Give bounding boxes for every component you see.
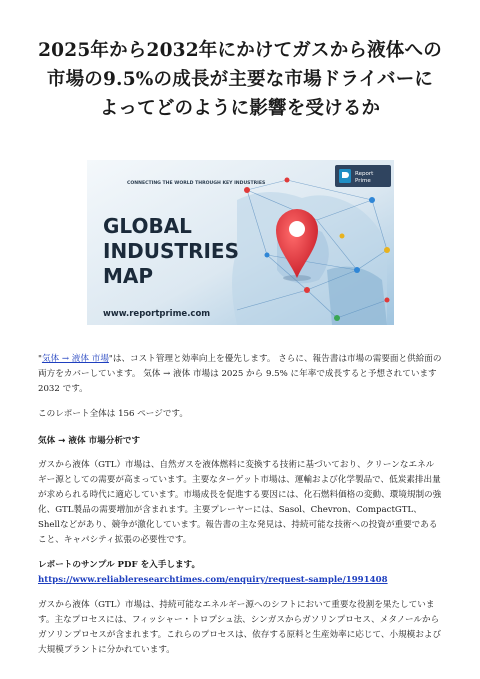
banner-tagline: CONNECTING THE WORLD THROUGH KEY INDUSTRIES: [126, 181, 265, 186]
intro-quote-open: ": [38, 354, 42, 364]
section-heading: 気体 → 液体 市場分析です: [38, 436, 141, 446]
sample-url-link[interactable]: https://www.reliableresearchtimes.com/enquiry/request-sample/1991408: [38, 575, 388, 585]
intro-paragraph: [38, 352, 442, 397]
intro-text: "は、コスト管理と効率向上を優先します。 さらに、報告書は市場の需要面と供給面の両方をカバーしています。 気体 → 液体 市場は 2025 から 9.5% に年率で成長すると予想されています2032 です。: [38, 354, 442, 394]
report-prime-logo: [335, 165, 391, 187]
page-count-text: このレポート全体は 156 ページです。: [38, 409, 188, 419]
document-title: 2025年から2032年にかけてガスから液体への市場の9.5%の成長が主要な市場ドライバーによってどのように影響を受けるか: [38, 40, 442, 119]
headline-line1: GLOBAL: [102, 214, 192, 238]
analysis-paragraph: ガスから液体（GTL）市場は、自然ガスを液体燃料に変換する技術に基づいており、クリーンなエネルギー源としての需要が高まっています。主要なターゲット市場は、運輸および化学製品で、低炭素排出量が求められる時代に適応しています。市場成長を促進する要因には、化石燃料価格の変動、環境規制の強化、GTL製品の需要増加が含まれます。主要プレーヤーには、Sasol、Chevron、CompactGTL、Shellなどがあり、競争が激化しています。報告書の主な発見は、持続可能な技術への投資が重要であること、キャパシティ拡張の必要性です。: [38, 460, 442, 545]
headline-line2: INDUSTRIES: [102, 239, 239, 263]
sample-request: [38, 558, 442, 588]
logo-text-line2: Prime: [354, 178, 371, 184]
headline-line3: MAP: [102, 264, 153, 288]
sample-label: レポートのサンプル PDF を入手します。: [38, 560, 201, 570]
hero-image: [87, 160, 394, 325]
logo-text-line1: Report: [354, 171, 373, 177]
market-link[interactable]: 気体 → 液体 市場: [41, 354, 109, 364]
global-industries-map-illustration: [87, 160, 394, 325]
closing-paragraph: ガスから液体（GTL）市場は、持続可能なエネルギー源へのシフトにおいて重要な役割を果たしています。主なプロセスには、フィッシャー・トロプシュ法、シンガスからガソリンプロセス、メタノールからガソリンプロセスが含まれます。これらのプロセスは、依存する原料と生産効率に応じて、小規模および大規模プラントに分かれています。: [38, 600, 442, 655]
hero-website: www.reportprime.com: [102, 309, 210, 319]
